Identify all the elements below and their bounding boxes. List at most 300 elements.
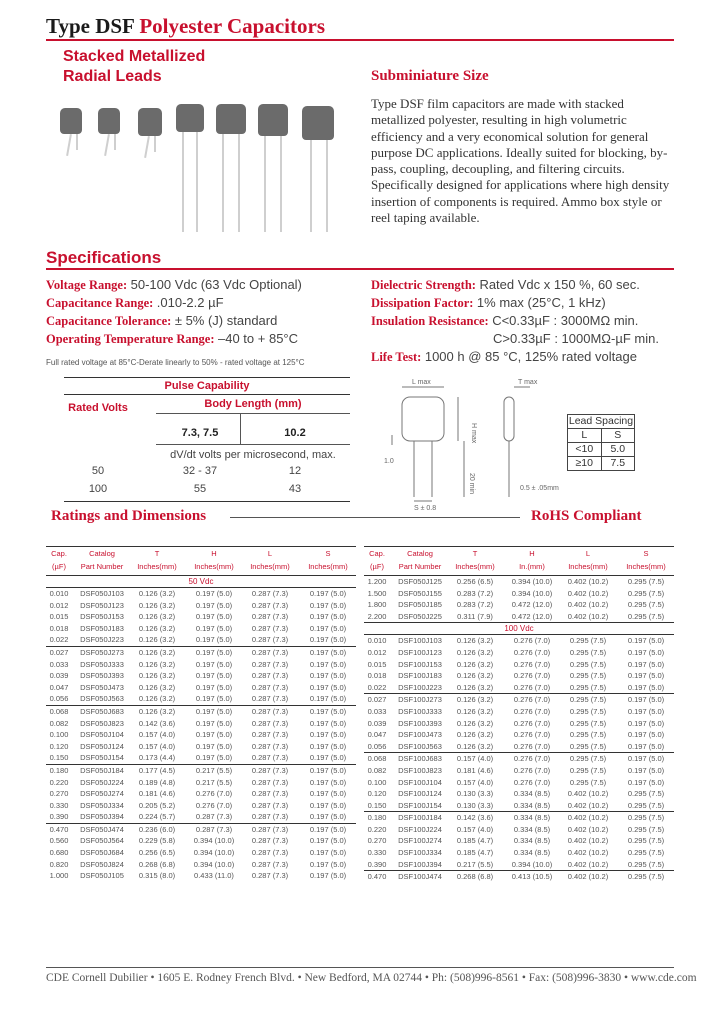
table-row — [46, 800, 356, 812]
table-row — [364, 859, 674, 872]
subtitle-line-1: Stacked Metallized — [63, 48, 206, 65]
table-cell: 0.229 (5.8) — [138, 836, 176, 846]
table-cell: DSF100J154 — [398, 800, 442, 810]
table-cell: 0.394 (10.0) — [193, 859, 235, 869]
pulse-capability-table — [64, 377, 350, 505]
table-cell: DSF100J393 — [398, 718, 442, 728]
table-cell: 0.472 (12.0) — [511, 611, 553, 621]
table-cell: DSF050J683 — [80, 706, 124, 716]
table-cell: DSF050J273 — [80, 647, 124, 657]
table-cell: 0.295 (7.5) — [569, 765, 607, 775]
ratings-table-left-header: Cap. (µF) Catalog Part Number T Inches(mm) H Inches(mm) L Inches(mm) S Inches(mm) — [46, 546, 356, 576]
table-cell: 0.276 (7.0) — [513, 730, 551, 740]
table-cell: 0.330 — [49, 800, 69, 810]
table-cell: 0.287 (7.3) — [251, 836, 289, 846]
table-cell: 0.256 (6.5) — [456, 577, 494, 586]
table-cell: 0.142 (3.6) — [456, 813, 494, 823]
table-cell: 0.197 (5.0) — [309, 859, 347, 869]
ratings-rule — [230, 517, 520, 518]
table-cell: 0.295 (7.5) — [627, 813, 665, 823]
spec-life-test: Life Test: 1000 h @ 85 °C, 125% rated voltage — [371, 349, 637, 364]
table-cell: 0.197 (5.0) — [627, 671, 665, 681]
ratings-header: Ratings and Dimensions — [51, 508, 207, 524]
table-cell: 0.295 (7.5) — [569, 659, 607, 669]
table-cell: 0.157 (4.0) — [138, 741, 176, 751]
table-cell: 0.197 (5.0) — [309, 600, 347, 610]
table-cell: 1.800 — [367, 600, 387, 610]
spec-dissipation-factor: Dissipation Factor: 1% max (25°C, 1 kHz) — [371, 295, 606, 310]
table-cell: DSF050J474 — [80, 824, 124, 834]
table-cell: 0.394 (10.0) — [511, 588, 553, 598]
spec-dielectric-strength: Dielectric Strength: Rated Vdc x 150 %, 60 sec. — [371, 277, 640, 292]
table-cell: 0.295 (7.5) — [569, 706, 607, 716]
table-cell: 0.287 (7.3) — [251, 718, 289, 728]
table-cell: 0.082 — [367, 765, 387, 775]
table-cell: 0.126 (3.2) — [456, 741, 494, 751]
table-row — [46, 706, 356, 718]
table-row — [364, 694, 674, 706]
table-cell: 0.197 (5.0) — [309, 623, 347, 633]
table-cell: 0.287 (7.3) — [251, 859, 289, 869]
table-row — [364, 588, 674, 600]
table-cell: 0.012 — [367, 647, 387, 657]
lead-spacing-row1-l: <10 — [568, 443, 602, 456]
table-cell: 0.295 (7.5) — [569, 730, 607, 740]
capacitor-photo — [60, 108, 350, 238]
table-cell: DSF050J223 — [80, 635, 124, 645]
table-cell: DSF100J473 — [398, 730, 442, 740]
table-row — [46, 647, 356, 659]
title-type: Type DSF — [46, 14, 135, 38]
lead-spacing-row2-l: ≥10 — [568, 457, 602, 470]
rated-volts-label: Rated Volts — [68, 402, 128, 414]
table-cell: 0.295 (7.5) — [627, 789, 665, 799]
table-cell: 0.082 — [49, 718, 69, 728]
table-cell: 0.181 (4.6) — [138, 789, 176, 799]
table-cell: 0.197 (5.0) — [309, 871, 347, 881]
table-cell: DSF050J104 — [80, 730, 124, 740]
lead-spacing-row1-s: 5.0 — [610, 443, 626, 455]
table-cell: 0.010 — [49, 589, 69, 598]
table-cell: 0.197 (5.0) — [627, 718, 665, 728]
table-cell: 0.197 (5.0) — [627, 741, 665, 751]
table-cell: 1.000 — [49, 871, 69, 881]
page-title — [46, 14, 325, 39]
table-cell: 0.287 (7.3) — [251, 589, 289, 598]
table-cell: 0.402 (10.2) — [567, 800, 609, 810]
table-cell: 0.287 (7.3) — [195, 824, 233, 834]
table-cell: 0.126 (3.2) — [138, 635, 176, 645]
table-cell: 0.295 (7.5) — [627, 600, 665, 610]
table-cell: 0.402 (10.2) — [567, 813, 609, 823]
table-cell: 0.315 (8.0) — [138, 871, 176, 881]
table-cell: DSF100J333 — [398, 706, 442, 716]
table-cell: 0.276 (7.0) — [513, 765, 551, 775]
table-cell: 0.018 — [367, 671, 387, 681]
table-cell: 0.027 — [367, 695, 387, 705]
table-cell: DSF050J563 — [80, 694, 124, 704]
table-cell: 0.402 (10.2) — [567, 824, 609, 834]
capacitor-body-outline — [402, 397, 444, 441]
table-cell: 0.185 (4.7) — [456, 836, 494, 846]
table-cell: 0.287 (7.3) — [251, 612, 289, 622]
lead-spacing-col-l: L — [568, 429, 602, 442]
table-row — [364, 847, 674, 859]
table-cell: 0.100 — [49, 730, 69, 740]
table-cell: 0.197 (5.0) — [309, 635, 347, 645]
table-cell: 0.180 — [367, 813, 387, 823]
table-cell: 0.157 (4.0) — [456, 824, 494, 834]
table-cell: 0.287 (7.3) — [251, 682, 289, 692]
table-row — [46, 623, 356, 635]
table-cell: 0.287 (7.3) — [251, 789, 289, 799]
ratings-table-left — [46, 546, 356, 882]
table-cell: 0.334 (8.5) — [513, 813, 551, 823]
table-cell: 0.197 (5.0) — [195, 647, 233, 657]
table-cell: DSF050J684 — [80, 848, 124, 858]
table-cell: DSF100J124 — [398, 789, 442, 799]
table-row — [364, 670, 674, 682]
table-cell: 0.268 (6.8) — [138, 859, 176, 869]
table-cell: 0.126 (3.2) — [456, 730, 494, 740]
table-cell: 0.197 (5.0) — [309, 836, 347, 846]
table-cell: 0.334 (8.5) — [513, 836, 551, 846]
title-rule — [46, 39, 674, 41]
table-cell: 0.197 (5.0) — [309, 706, 347, 716]
table-cell: 0.010 — [367, 636, 387, 646]
table-row — [364, 729, 674, 741]
table-cell: 0.197 (5.0) — [195, 706, 233, 716]
table-cell: 0.334 (8.5) — [513, 824, 551, 834]
table-row — [364, 611, 674, 623]
table-row — [46, 693, 356, 706]
table-row — [46, 659, 356, 671]
lead-spacing-title: Lead Spacing — [568, 415, 634, 427]
table-cell: 0.126 (3.2) — [138, 600, 176, 610]
table-cell: 0.295 (7.5) — [569, 777, 607, 787]
table-cell: DSF050J274 — [80, 789, 124, 799]
table-cell: 0.047 — [367, 730, 387, 740]
table-cell: DSF100J274 — [398, 836, 442, 846]
table-cell: 0.390 — [367, 859, 387, 869]
table-cell: DSF100J103 — [398, 636, 442, 646]
table-cell: 0.197 (5.0) — [195, 600, 233, 610]
l-max-label: L max — [412, 379, 431, 386]
table-cell: 0.394 (10.0) — [511, 859, 553, 869]
table-cell: 0.276 (7.0) — [513, 718, 551, 728]
table-cell: 0.197 (5.0) — [195, 612, 233, 622]
table-cell: DSF050J225 — [398, 611, 442, 621]
table-cell: 0.220 — [367, 824, 387, 834]
table-cell: 0.270 — [49, 789, 69, 799]
table-cell: DSF100J334 — [398, 848, 442, 858]
table-cell: 0.197 (5.0) — [195, 694, 233, 704]
table-cell: 0.197 (5.0) — [195, 659, 233, 669]
table-row — [364, 706, 674, 718]
table-cell: 0.068 — [367, 754, 387, 764]
table-cell: 0.295 (7.5) — [627, 836, 665, 846]
table-cell: DSF050J155 — [398, 588, 442, 598]
lead-spacing-table — [567, 414, 635, 471]
table-row — [364, 718, 674, 730]
spec-note: Full rated voltage at 85°C-Derate linearly to 50% - rated voltage at 125°C — [46, 358, 305, 367]
table-cell: 0.276 (7.0) — [513, 777, 551, 787]
table-cell: 0.197 (5.0) — [309, 647, 347, 657]
table-cell: 0.268 (6.8) — [456, 872, 494, 882]
table-cell: 0.197 (5.0) — [627, 754, 665, 764]
table-cell: 0.311 (7.9) — [457, 611, 493, 621]
table-cell: DSF100J563 — [398, 741, 442, 751]
table-cell: DSF050J183 — [80, 623, 124, 633]
table-cell: DSF100J153 — [398, 659, 442, 669]
table-row — [364, 800, 674, 813]
table-cell: 0.197 (5.0) — [309, 659, 347, 669]
table-cell: DSF100J123 — [398, 647, 442, 657]
spec-voltage-range: Voltage Range: 50-100 Vdc (63 Vdc Optional) — [46, 277, 302, 292]
pulse-row-50-volts: 50 — [91, 465, 105, 477]
table-cell: DSF100J394 — [398, 859, 442, 869]
table-cell: 0.157 (4.0) — [456, 777, 494, 787]
table-cell: 0.180 — [49, 765, 69, 775]
table-cell: DSF050J334 — [80, 800, 124, 810]
table-cell: DSF100J104 — [398, 777, 442, 787]
table-cell: 1.500 — [367, 588, 387, 598]
table-cell: 0.039 — [367, 718, 387, 728]
table-cell: 0.295 (7.5) — [569, 754, 607, 764]
table-cell: 0.027 — [49, 647, 69, 657]
table-cell: 0.126 (3.2) — [138, 589, 176, 598]
table-cell: 0.126 (3.2) — [456, 671, 494, 681]
table-cell: 0.295 (7.5) — [627, 848, 665, 858]
table-cell: 0.295 (7.5) — [627, 611, 665, 621]
table-cell: 0.197 (5.0) — [309, 612, 347, 622]
table-cell: 0.126 (3.2) — [138, 659, 176, 669]
table-cell: DSF050J103 — [80, 589, 124, 598]
table-cell: 0.394 (10.0) — [193, 836, 235, 846]
table-cell: DSF050J105 — [80, 871, 124, 881]
table-row — [364, 753, 674, 765]
table-cell: 0.197 (5.0) — [627, 636, 665, 646]
dvdt-unit: dV/dt volts per microsecond, max. — [170, 449, 336, 461]
table-cell: DSF050J394 — [80, 812, 124, 822]
section-50vdc: 50 Vdc — [46, 576, 356, 588]
table-cell: 0.276 (7.0) — [513, 682, 551, 692]
table-cell: 0.197 (5.0) — [309, 824, 347, 834]
table-cell: 0.197 (5.0) — [195, 718, 233, 728]
body-length-col2: 10.2 — [284, 427, 306, 439]
table-cell: 0.130 (3.3) — [456, 789, 494, 799]
table-cell: DSF050J224 — [80, 777, 124, 787]
table-cell: DSF050J125 — [398, 577, 442, 586]
table-cell: 0.197 (5.0) — [627, 647, 665, 657]
table-cell: 0.126 (3.2) — [138, 706, 176, 716]
footer-contact: CDE Cornell Dubilier • 1605 E. Rodney French Blvd. • New Bedford, MA 02744 • Ph: (508)996-8561 • Fax: (508)996-3830 • www.cde.com — [46, 972, 697, 984]
table-cell: 0.126 (3.2) — [138, 623, 176, 633]
table-cell: 0.287 (7.3) — [251, 824, 289, 834]
table-cell: 0.197 (5.0) — [309, 789, 347, 799]
table-cell: 0.276 (7.0) — [513, 671, 551, 681]
table-cell: DSF050J154 — [80, 753, 124, 763]
spec-insulation-resistance: Insulation Resistance: C<0.33µF : 3000MΩ min. — [371, 313, 639, 328]
table-row — [46, 811, 356, 824]
table-cell: 0.287 (7.3) — [251, 659, 289, 669]
ratings-right-top-rows — [364, 576, 674, 622]
table-cell: 0.100 — [367, 777, 387, 787]
table-row — [46, 600, 356, 612]
table-cell: DSF050J333 — [80, 659, 124, 669]
table-cell: 0.056 — [49, 694, 69, 704]
table-cell: 0.126 (3.2) — [456, 706, 494, 716]
table-cell: 0.256 (6.5) — [138, 848, 176, 858]
table-cell: 0.287 (7.3) — [251, 765, 289, 775]
table-row — [46, 611, 356, 623]
table-cell: 0.287 (7.3) — [251, 741, 289, 751]
table-row — [46, 741, 356, 753]
table-cell: 0.197 (5.0) — [627, 730, 665, 740]
table-cell: 0.402 (10.2) — [567, 789, 609, 799]
table-cell: 0.012 — [49, 600, 69, 610]
body-length-col1: 7.3, 7.5 — [181, 427, 219, 439]
table-row — [46, 824, 356, 836]
table-cell: 0.287 (7.3) — [251, 800, 289, 810]
table-cell: 0.276 (7.0) — [513, 706, 551, 716]
table-row — [364, 824, 674, 836]
table-cell: 0.068 — [49, 706, 69, 716]
table-cell: DSF100J273 — [398, 695, 442, 705]
intro-text: Type DSF film capacitors are made with stacked metallized polyester, resulting in high volumetric efficiency and a very economical solution for general purpose DC applications. Ideally suited for blocking, by-pass, coupling, decoupling, and filtering circuits. Specifically designed for applications where high density insertion of components is required. Ammo box style or reel taping available. — [371, 96, 670, 226]
table-row — [364, 835, 674, 847]
rohs-compliant: RoHS Compliant — [531, 508, 642, 524]
table-cell: DSF100J184 — [398, 813, 442, 823]
table-cell: 0.150 — [367, 800, 387, 810]
table-cell: 0.120 — [367, 789, 387, 799]
table-cell: 0.197 (5.0) — [309, 812, 347, 822]
footer-rule — [46, 967, 674, 968]
table-row — [364, 777, 674, 789]
table-cell: 0.197 (5.0) — [309, 765, 347, 775]
table-row — [46, 588, 356, 600]
table-cell: 0.126 (3.2) — [138, 647, 176, 657]
table-cell: 0.197 (5.0) — [627, 695, 665, 705]
table-cell: 0.287 (7.3) — [251, 647, 289, 657]
table-cell: 0.197 (5.0) — [309, 589, 347, 598]
specifications-header: Specifications — [46, 248, 162, 267]
table-row — [364, 659, 674, 671]
table-cell: 0.157 (4.0) — [456, 754, 494, 764]
table-cell: 0.033 — [49, 659, 69, 669]
table-row — [46, 729, 356, 741]
table-cell: 2.200 — [367, 611, 387, 621]
table-cell: 0.197 (5.0) — [195, 623, 233, 633]
table-cell: 0.120 — [49, 741, 69, 751]
title-name: Polyester Capacitors — [139, 14, 325, 38]
spec-capacitance-tolerance: Capacitance Tolerance: ± 5% (J) standard — [46, 313, 278, 328]
table-row — [46, 788, 356, 800]
table-cell: 0.680 — [49, 848, 69, 858]
table-cell: 0.295 (7.5) — [627, 588, 665, 598]
lead-spacing-col-s: S — [614, 429, 622, 441]
table-cell: 0.287 (7.3) — [251, 848, 289, 858]
table-cell: 0.039 — [49, 671, 69, 681]
table-cell: 0.472 (12.0) — [511, 600, 553, 610]
table-row — [46, 870, 356, 882]
table-cell: DSF050J393 — [80, 671, 124, 681]
table-cell: DSF050J153 — [80, 612, 124, 622]
table-cell: 0.402 (10.2) — [567, 600, 609, 610]
table-cell: 0.197 (5.0) — [309, 800, 347, 810]
table-row — [364, 647, 674, 659]
table-cell: 0.033 — [367, 706, 387, 716]
table-cell: 0.276 (7.0) — [513, 754, 551, 764]
pulse-title: Pulse Capability — [64, 377, 350, 395]
table-row — [364, 576, 674, 588]
ratings-table-right — [364, 546, 674, 883]
table-cell: 0.142 (3.6) — [138, 718, 176, 728]
table-cell: 0.150 — [49, 753, 69, 763]
table-cell: 0.197 (5.0) — [309, 718, 347, 728]
spec-operating-temperature: Operating Temperature Range: –40 to + 85°C — [46, 331, 299, 346]
table-cell: 0.130 (3.3) — [456, 800, 494, 810]
table-row — [46, 682, 356, 694]
table-cell: 0.276 (7.0) — [513, 695, 551, 705]
table-cell: 0.197 (5.0) — [309, 848, 347, 858]
table-row — [46, 634, 356, 647]
table-cell: DSF050J564 — [80, 836, 124, 846]
table-cell: 0.197 (5.0) — [309, 777, 347, 787]
table-cell: 0.402 (10.2) — [567, 836, 609, 846]
t-max-label: T max — [518, 379, 538, 386]
table-cell: 0.157 (4.0) — [138, 730, 176, 740]
table-cell: 0.287 (7.3) — [251, 871, 289, 881]
table-cell: 0.217 (5.5) — [195, 777, 233, 787]
table-cell: 0.295 (7.5) — [569, 671, 607, 681]
lead-spacing-row2-s: 7.5 — [610, 457, 626, 469]
table-cell: 0.295 (7.5) — [569, 647, 607, 657]
table-cell: 0.287 (7.3) — [251, 812, 289, 822]
table-cell: 0.295 (7.5) — [627, 824, 665, 834]
table-row — [46, 670, 356, 682]
table-cell: 0.197 (5.0) — [309, 753, 347, 763]
table-row — [46, 765, 356, 777]
table-cell: 0.197 (5.0) — [195, 589, 233, 598]
table-cell: 0.276 (7.0) — [513, 659, 551, 669]
table-cell: 1.200 — [367, 577, 387, 586]
table-cell: 0.217 (5.5) — [195, 765, 233, 775]
section-100vdc: 100 Vdc — [364, 622, 674, 635]
table-cell: 0.276 (7.0) — [513, 647, 551, 657]
spec-insulation-resistance-2: C>0.33µF : 1000MΩ-µF min. — [493, 331, 659, 346]
table-cell: 0.470 — [49, 824, 69, 834]
table-row — [364, 682, 674, 695]
table-cell: 0.295 (7.5) — [627, 872, 665, 882]
table-cell: DSF100J474 — [398, 872, 442, 882]
table-cell: 0.330 — [367, 848, 387, 858]
table-cell: DSF100J183 — [398, 671, 442, 681]
table-cell: 0.018 — [49, 623, 69, 633]
table-cell: 0.276 (7.0) — [195, 800, 233, 810]
table-cell: 0.287 (7.3) — [251, 623, 289, 633]
table-cell: 0.197 (5.0) — [309, 671, 347, 681]
table-cell: 0.394 (10.0) — [511, 577, 553, 586]
pulse-row-100-col2: 43 — [288, 483, 302, 495]
table-cell: 0.394 (10.0) — [193, 848, 235, 858]
table-cell: 0.402 (10.2) — [567, 848, 609, 858]
table-cell: 0.287 (7.3) — [251, 635, 289, 645]
table-cell: 0.402 (10.2) — [567, 577, 609, 586]
table-cell: 0.287 (7.3) — [195, 812, 233, 822]
capacitor-side-outline — [504, 397, 514, 441]
table-cell: 0.295 (7.5) — [627, 800, 665, 810]
